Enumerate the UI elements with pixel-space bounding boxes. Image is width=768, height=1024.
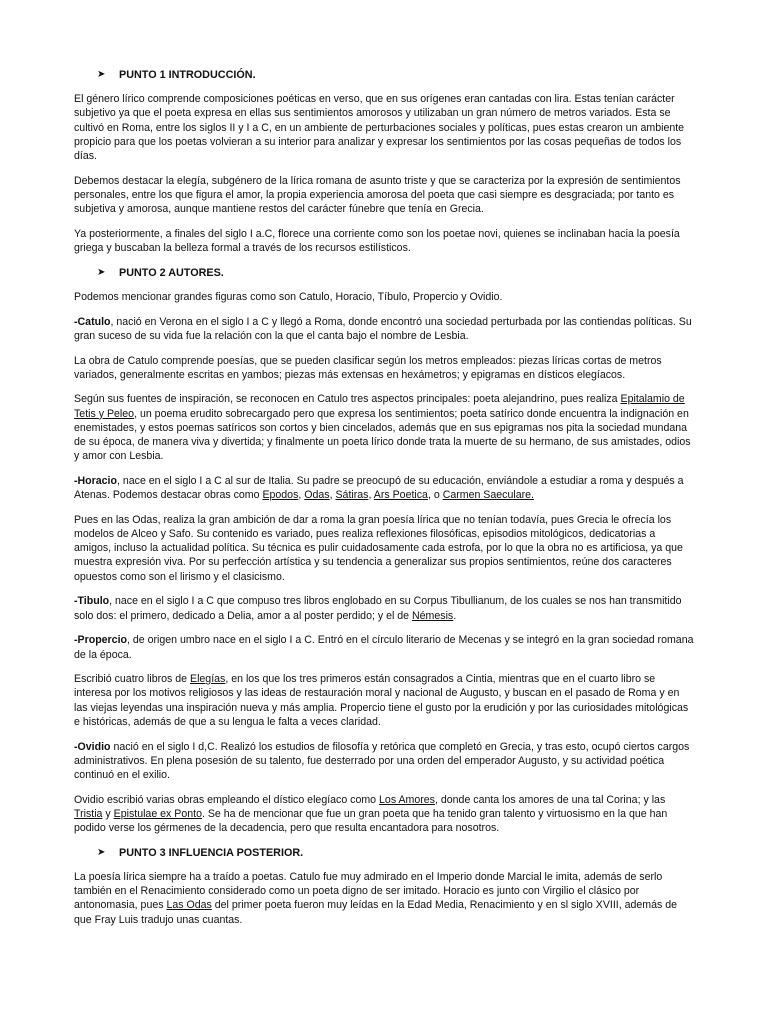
- author-name: -Horacio: [74, 474, 117, 487]
- text-run: , o: [427, 489, 443, 502]
- work-title: Las Odas: [166, 899, 212, 912]
- text-run: Según sus fuentes de inspiración, se reconocen en Catulo tres aspectos principales: poeta alejandrino, pues realiza: [74, 393, 621, 406]
- paragraph: [74, 92, 694, 163]
- text-run: El género lírico comprende composiciones poéticas en verso, que en sus orígenes eran cantadas con lira. Estas tenían carácter subjetivo ya que el poeta expresa en ellas sus sentimientos amorosos y utilizaban un gran número de metros variados. Esta se cultivó en Roma, entre los siglos II y I a C, en un ambiente de perturbaciones sociales y políticas, pues estas crearon un ambiente propicio para que los poetas volvieran a su interior para analizar y expresar los sentimientos por las cosas pequeñas de todos los días.: [74, 93, 685, 163]
- document-body: [74, 68, 694, 937]
- paragraph: [74, 870, 694, 927]
- work-title: Ars Poetica: [373, 489, 428, 502]
- text-run: .: [453, 609, 457, 622]
- work-title: Epistulae ex Ponto: [113, 807, 202, 820]
- work-title: Epitalamio de Tetis y Peleo: [74, 393, 685, 420]
- text-run: , donde canta los amores de una tal Corina; y las: [434, 793, 666, 806]
- paragraph: [74, 174, 694, 217]
- text-run: del primer poeta fueron muy leídas en la Edad Media, Renacimiento y en sl siglo XVIII, además de que Fray Luis tradujo unas cuantas.: [74, 899, 678, 926]
- text-run: , en los que los tres primeros están consagrados a Cintia, mientras que en el cuarto libro se interesa por los motivos religiosos y las ideas de restauración moral y nacional de Augusto, y buscan en el pasado de Roma y en las viejas leyendas una inspiración nueva y más amplia. Propercio tiene el gusto por la erudición y por las curiosidades mitológicas e históricas, además de que a su lengua le falta a veces claridad.: [74, 673, 689, 728]
- text-run: , un poema erudito sobrecargado pero que expresa los sentimientos; poeta satírico donde encuentra la indignación en enemistades, y estos poemas satíricos son cortos y bien cincelados, además que en sus epigramas nos pita la sociedad mundana de su época, de manera viva y divertida; y finalmente un poeta lírico donde trata la muerte de su hermano, de sus amistades, odios y amor con Lesbia.: [74, 407, 691, 463]
- text-run: Podemos mencionar grandes figuras como son Catulo, Horacio, Tíbulo, Propercio y Ovidio.: [74, 290, 503, 303]
- text-run: Ovidio escribió varias obras empleando el dístico elegíaco como: [74, 793, 380, 806]
- arrow-bullet-icon: ➤: [97, 69, 106, 80]
- work-title: Carmen Saeculare.: [442, 489, 534, 502]
- work-title: Epodos: [262, 489, 299, 502]
- section-heading-text: PUNTO 3 INFLUENCIA POSTERIOR.: [119, 846, 304, 859]
- section-heading-text: PUNTO 2 AUTORES.: [119, 266, 224, 279]
- author-name: -Catulo: [74, 315, 111, 328]
- paragraph: [74, 740, 694, 783]
- text-run: Pues en las Odas, realiza la gran ambición de dar a roma la gran poesía lírica que no tenían todavía, pues Grecia le ofrecía los modelos de Alceo y Safo. Su contenido es variado, pues realiza reflexiones filosóficas, episodios mitológicos, dedicatorias a amigos, incluso la actualidad política. Su técnica es pulir cuidadosamente cada estrofa, por lo que la obra no es artificiosa, ya que muestra expresión viva. Por su perfección artística y su tendencia a generalizar sus propios sentimientos, reúne dos caracteres opuestos como son el lirismo y el clasicismo.: [74, 513, 683, 583]
- text-run: Ya posteriormente, a finales del siglo I a.C, florece una corriente como son los poetae novi, quienes se inclinaban hacia la poesía griega y buscaban la belleza formal a través de los recursos estilísticos.: [74, 227, 680, 255]
- work-title: Némesis: [412, 609, 454, 622]
- text-run: ,: [329, 489, 336, 502]
- paragraph: [74, 594, 694, 622]
- work-title: Los Amores: [379, 793, 435, 806]
- author-name: -Ovidio: [74, 740, 111, 753]
- text-run: ,: [368, 489, 374, 502]
- text-run: ,: [298, 489, 305, 502]
- author-name: -Tibulo: [74, 595, 110, 608]
- text-run: Escribió cuatro libros de: [74, 673, 190, 686]
- text-run: , de origen umbro nace en el siglo I a C. Entró en el círculo literario de Mecenas y se integró en la gran sociedad romana de la época.: [74, 634, 694, 661]
- work-title: Odas: [304, 489, 330, 502]
- section-heading: [97, 68, 694, 82]
- text-run: , nació en Verona en el siglo I a C y llegó a Roma, donde encontró una sociedad perturbada por las contiendas políticas. Su gran suceso de su vida fue la relación con la que el canta bajo el nombre de Lesbia.: [74, 315, 692, 342]
- paragraph: [74, 793, 694, 836]
- section-heading-text: PUNTO 1 INTRODUCCIÓN.: [119, 69, 256, 81]
- text-run: La poesía lírica siempre ha a traído a poetas. Catulo fue muy admirado en el Imperio donde Marcial le imita, además de serlo también en el Renacimiento considerado como un poeta digno de ser imitado. Horacio es junto con Virgilio el clásico por antonomasia, pues: [74, 870, 663, 912]
- text-run: nació en el siglo I d,C. Realizó los estudios de filosofía y retórica que completó en Grecia, y tras esto, ocupó ciertos cargos administrativos. En plena posesión de su talento, fue desterrado por una orden del emperador Augusto, y su actividad poética continuó en el exilio.: [74, 740, 690, 781]
- section-heading: [97, 846, 694, 860]
- text-run: , nace en el siglo I a C al sur de Italia. Su padre se preocupó de su educación, enviándole a estudiar a roma y después a Atenas. Podemos destacar obras como: [74, 474, 684, 502]
- paragraph: [74, 227, 694, 255]
- arrow-bullet-icon: ➤: [97, 266, 106, 278]
- text-run: , nace en el siglo I a C que compuso tres libros englobado en su Corpus Tibullianum, de los cuales se nos han transmitido solo dos: el primero, dedicado a Delia, amor a al poster perdido; y el de: [74, 595, 682, 622]
- text-run: Debemos destacar la elegía, subgénero de la lírica romana de asunto triste y que se caracteriza por la expresión de sentimientos personales, entre los que figura el amor, la propia experiencia amorosa del poeta que casi siempre es desgraciada; por tanto es subjetiva y amorosa, aunque mantiene restos del carácter fúnebre que tenía en Grecia.: [74, 174, 681, 216]
- paragraph: [74, 474, 694, 502]
- paragraph: [74, 392, 694, 463]
- section-heading: [97, 266, 694, 280]
- paragraph: [74, 672, 694, 729]
- work-title: Tristia: [74, 807, 103, 820]
- author-name: -Propercio: [74, 634, 127, 647]
- arrow-bullet-icon: ➤: [97, 846, 106, 858]
- paragraph: [74, 354, 694, 382]
- text-run: La obra de Catulo comprende poesías, que se pueden clasificar según los metros empleados: piezas líricas cortas de metros variados, generalmente escritas en yambos; piezas más extensas en hexámetros; y epigramas en dísticos elegíacos.: [74, 354, 662, 381]
- paragraph: [74, 513, 694, 584]
- paragraph: [74, 633, 694, 661]
- text-run: y: [102, 807, 114, 820]
- work-title: Sátiras: [335, 489, 369, 502]
- text-run: . Se ha de mencionar que fue un gran poeta que ha tenido gran talento y virtuosismo en la que han podido verse los gérmenes de la decadencia, pero que resulta encantadora para nosotros.: [74, 807, 668, 835]
- work-title: Elegías: [190, 673, 226, 686]
- paragraph: [74, 290, 694, 304]
- paragraph: [74, 315, 694, 343]
